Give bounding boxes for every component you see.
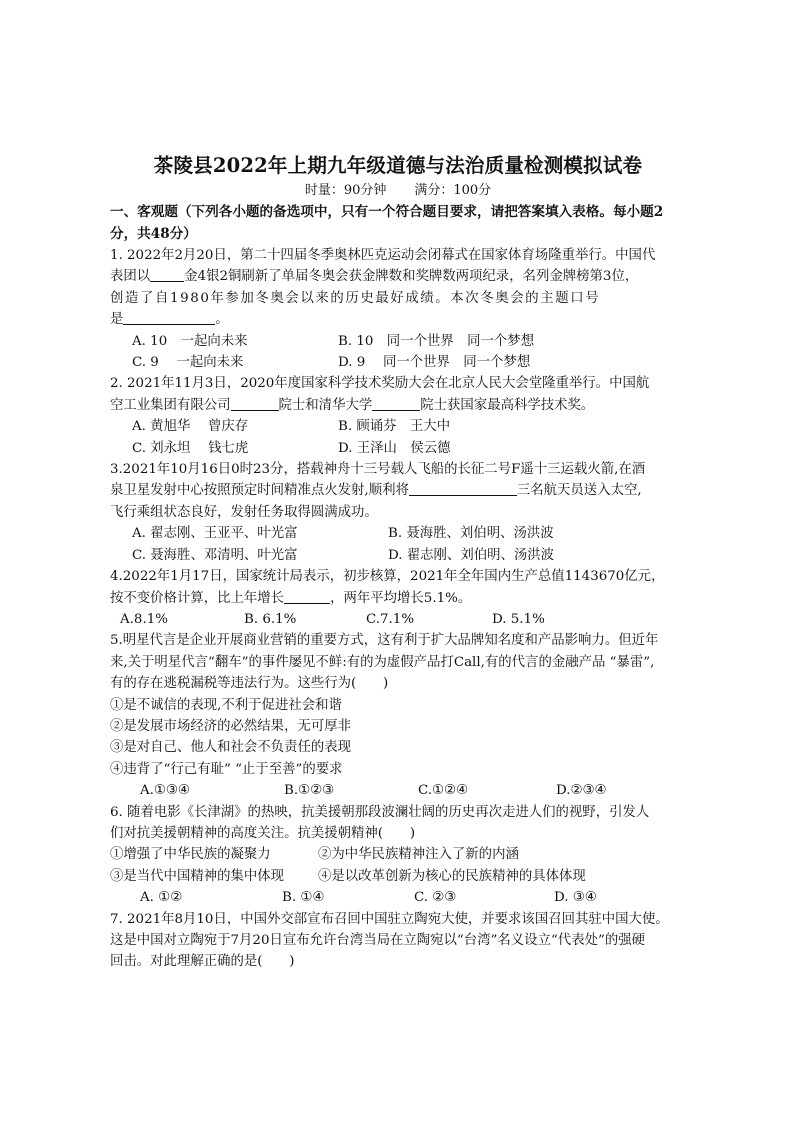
q7-line: 这是中国对立陶宛于7月20日宣布允许台湾当局在立陶宛以“台湾”名义设立“代表处”的强硬	[110, 933, 646, 948]
q2-line: 2. 2021年11月3日，2020年度国家科学技术奖励大会在北京人民大会堂隆重举行。中国航	[110, 376, 650, 392]
full-score: 满分：100分	[414, 183, 492, 198]
question-1	[110, 245, 686, 373]
question-3	[110, 459, 686, 566]
q3-text: 三名航天员送入太空,	[516, 483, 642, 499]
option-b[interactable]: B. 聂海胜、刘伯明、汤洪波	[388, 526, 554, 542]
q7-line: 7. 2021年8月10日，中国外交部宣布召回中国驻立陶宛大使，并要求该国召回其驻中国大使。	[110, 911, 669, 927]
time-limit: 时量：90分钟	[304, 183, 387, 198]
statement-row	[110, 866, 686, 887]
q3-options	[110, 523, 686, 544]
answer-blank	[284, 589, 330, 604]
q1-line	[110, 309, 686, 330]
option-d[interactable]: D. 5.1%	[492, 611, 545, 627]
option-c[interactable]: C. 刘永坦 钱七虎	[132, 440, 249, 456]
question-5	[110, 630, 686, 801]
statement-row	[110, 844, 686, 865]
answer-blank	[409, 481, 517, 496]
q6-options	[110, 887, 686, 908]
option-a[interactable]: A.①③④	[140, 783, 190, 799]
q7-line: 回击。对此理解正确的是( )	[110, 954, 295, 970]
q2-options	[110, 438, 686, 459]
q5-line: 5.明星代言是企业开展商业营销的重要方式，这有利于扩大品牌知名度和产品影响力。但近年	[110, 633, 659, 649]
statement: ②是发展市场经济的必然结果，无可厚非	[110, 718, 352, 734]
q4-options	[110, 609, 686, 630]
q2-text: 空工业集团有限公司	[110, 397, 231, 413]
question-6	[110, 802, 686, 909]
option-d[interactable]: D. ③④	[554, 890, 597, 906]
option-d[interactable]: D. 翟志刚、刘伯明、汤洪波	[388, 547, 555, 563]
q1-line: 1. 2022年2月20日，第二十四届冬季奥林匹克运动会闭幕式在国家体育场隆重举行。中国代	[110, 248, 656, 263]
statement: ②为中华民族精神注入了新的内涵	[318, 847, 519, 863]
statement: ①是不诚信的表现,不利于促进社会和谐	[110, 697, 342, 713]
q4-line: 4.2022年1月17日，国家统计局表示，初步核算，2021年全年国内生产总值1143670亿元，	[110, 569, 665, 585]
q4-text: 按不变价格计算，比上年增长	[110, 590, 285, 606]
option-c[interactable]: C. ②③	[414, 890, 457, 906]
statement: ①增强了中华民族的凝聚力	[110, 847, 271, 863]
q5-options	[110, 780, 686, 801]
q1-text: 是	[110, 312, 124, 328]
option-d[interactable]: D.②③④	[556, 783, 607, 799]
q1-line	[110, 266, 686, 287]
answer-blank	[372, 396, 420, 411]
q4-line	[110, 588, 686, 609]
question-7	[110, 909, 686, 973]
q5-line: 有的存在逃税漏税等违法行为。这些行为( )	[110, 676, 389, 692]
question-4	[110, 566, 686, 630]
q3-line: 3.2021年10月16日0时23分，搭载神舟十三号载人飞船的长征二号F遥十三运载火箭,在酒	[110, 462, 646, 478]
statement: ③是当代中国精神的集中体现	[110, 868, 285, 884]
answer-blank	[150, 267, 184, 282]
q6-line: 6. 随着电影《长津湖》的热映，抗美援朝那段波澜壮阔的历史再次走进人们的视野，引发人	[110, 804, 650, 820]
option-a[interactable]: A. ①②	[140, 890, 183, 906]
option-b[interactable]: B. 顾诵芬 王大中	[338, 419, 451, 435]
option-c[interactable]: C. 聂海胜、邓清明、叶光富	[132, 547, 298, 563]
q2-text: 院士获国家最高科学技术奖。	[420, 397, 595, 413]
q1-text: 表团以	[110, 269, 151, 285]
q1-text: 金4银2铜刷新了单届冬奥会获金牌数和奖牌数两项纪录，名列金牌榜第3位，	[184, 269, 639, 285]
question-2	[110, 373, 686, 459]
option-b[interactable]: B. ①④	[282, 890, 325, 906]
section-heading: 一、客观题（下列各小题的备选项中，只有一个符合题目要求，请把答案填入表格。每小题2分，共48分）	[110, 204, 664, 242]
q2-options	[110, 416, 686, 437]
statement: ④是以改革创新为核心的民族精神的具体体现	[318, 868, 586, 884]
option-d[interactable]: D. 王泽山 侯云德	[338, 440, 451, 456]
q6-line: 们对抗美援朝精神的高度关注。抗美援朝精神( )	[110, 825, 416, 841]
q5-line: 来,关于明星代言“翻车”的事件屡见不鲜:有的为虚假产品打Call,有的代言的金融产品 “暴雷”,	[110, 654, 655, 670]
option-b[interactable]: B.①②③	[284, 783, 335, 799]
option-a[interactable]: A.8.1%	[120, 611, 168, 627]
q1-line: 创造了自1980年参加冬奥会以来的历史最好成绩。本次冬奥会的主题口号	[110, 290, 601, 306]
q1-options	[110, 331, 686, 352]
page-title: 茶陵县2022年上期九年级道德与法治质量检测模拟试卷	[153, 154, 643, 177]
exam-meta	[110, 180, 686, 201]
option-a[interactable]: A. 黄旭华 曾庆存	[132, 419, 249, 435]
q3-line: 飞行乘组状态良好，发射任务取得圆满成功。	[110, 504, 378, 520]
q2-text: 院士和清华大学	[278, 397, 373, 413]
q1-options	[110, 352, 686, 373]
option-d[interactable]: D. 9 同一个世界 同一个梦想	[338, 355, 531, 371]
option-c[interactable]: C. 9 一起向未来	[132, 355, 244, 371]
q4-text: ，两年平均增长5.1%。	[330, 590, 472, 606]
option-a[interactable]: A. 10 一起向未来	[132, 333, 248, 349]
q2-line	[110, 395, 686, 416]
q3-text: 泉卫星发射中心按照预定时间精准点火发射,顺利将	[110, 483, 409, 499]
exam-page	[110, 150, 686, 973]
option-b[interactable]: B. 10 同一个世界 同一个梦想	[338, 333, 535, 349]
option-c[interactable]: C.7.1%	[366, 611, 415, 627]
option-b[interactable]: B. 6.1%	[244, 611, 297, 627]
statement: ③是对自己、他人和社会不负责任的表现	[110, 740, 352, 756]
q3-options	[110, 545, 686, 566]
q3-line	[110, 480, 686, 501]
q1-text: 。	[215, 312, 229, 328]
statement: ④违背了“行己有耻” “止于至善”的要求	[110, 761, 343, 777]
answer-blank	[123, 310, 215, 325]
option-a[interactable]: A. 翟志刚、王亚平、叶光富	[132, 526, 298, 542]
option-c[interactable]: C.①②④	[418, 783, 469, 799]
answer-blank	[231, 396, 279, 411]
